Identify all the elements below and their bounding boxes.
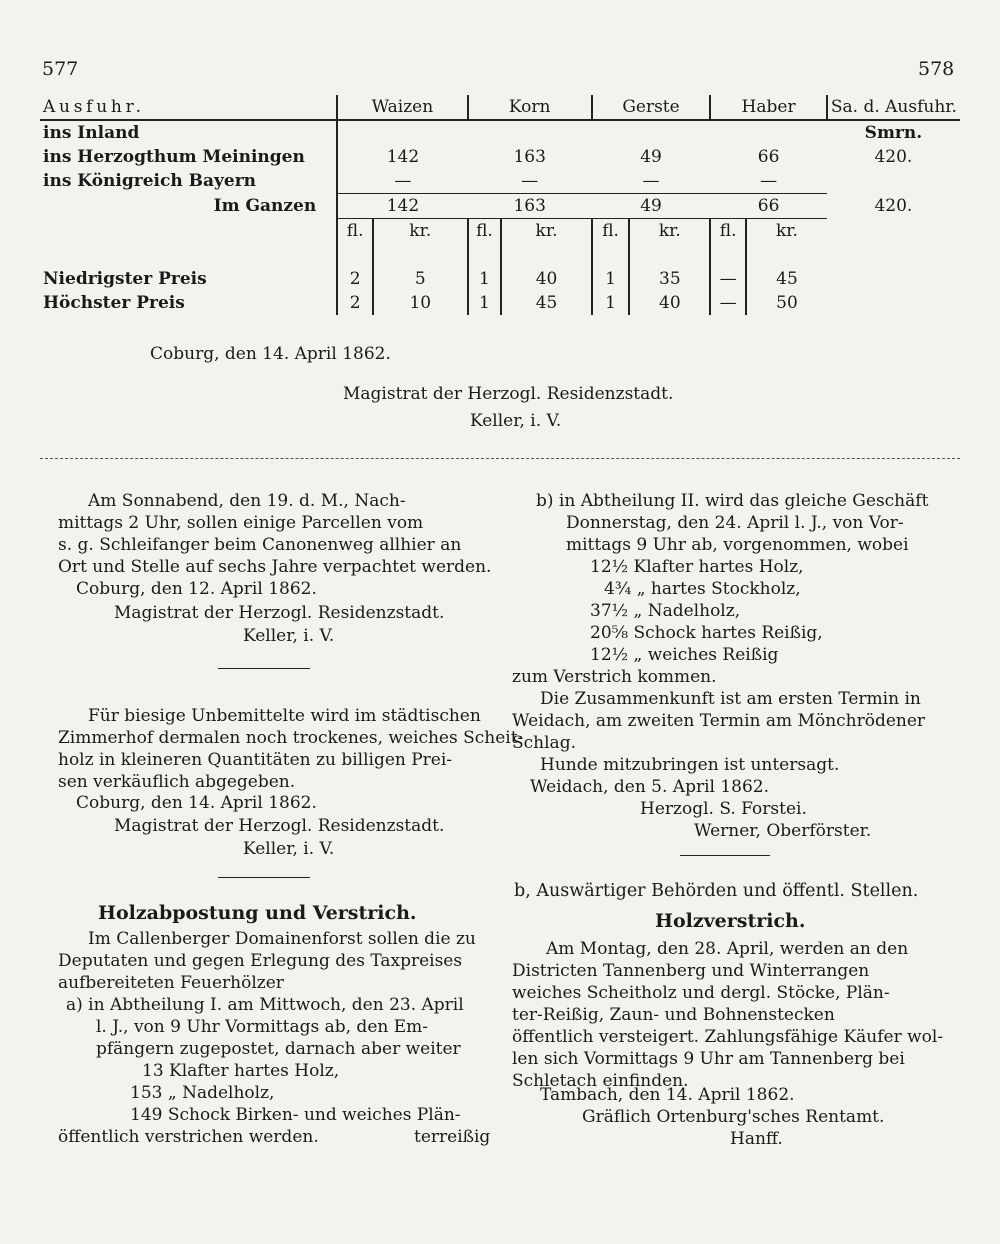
lease-line: s. g. Schleifanger beim Canonenweg allhier an [58,535,462,555]
lease-signature: Keller, i. V. [243,626,335,646]
export-table [40,95,960,315]
unit-cell: fl. [468,219,502,244]
unit-cell: fl. [592,219,630,244]
total-cell: 66 [710,194,827,219]
section-b-item: 4¾ „ hartes Stockholz, [604,579,801,599]
section-b-item: 37½ „ Nadelholz, [590,601,741,621]
cell: 1 [468,291,502,315]
tail-line: Schlag. [512,733,576,753]
holzverstrich-signature: Hanff. [730,1129,783,1149]
table-row [40,145,960,169]
header-haber: Haber [710,95,827,120]
tail-line: Die Zusammenkunft ist am ersten Termin in [540,689,921,709]
cell: 45 [501,291,591,315]
unit-cell: kr. [746,219,827,244]
price-row [40,267,960,291]
row-label: ins Herzogthum Meiningen [43,147,305,167]
table-row [40,169,960,194]
cell: — [710,267,746,291]
cell [468,120,592,145]
section-b-end: zum Verstrich kommen. [512,667,717,687]
cell: 2 [337,291,373,315]
holzabpostung-signature: Werner, Oberförster. [694,821,872,841]
cell: 5 [373,267,468,291]
tail-line: Hunde mitzubringen ist untersagt. [540,755,840,775]
cell: 50 [746,291,827,315]
unit-cell: fl. [337,219,373,244]
section-a-item: 149 Schock Birken- und weiches Plän- [130,1105,461,1125]
section-b-line: Donnerstag, den 24. April l. J., von Vor- [566,513,904,533]
wood-poor-line: Zimmerhof dermalen noch trockenes, weiches Scheit- [58,728,524,748]
holzverstrich-authority: Gräflich Ortenburg'sches Rentamt. [582,1107,885,1127]
cell: 1 [592,267,630,291]
total-cell: 49 [592,194,711,219]
total-cell: 420. [874,196,913,216]
section-a-item: 13 Klafter hartes Holz, [142,1061,340,1081]
header-gerste: Gerste [592,95,711,120]
row-label: Höchster Preis [43,293,185,313]
table-total-row [40,194,960,219]
holzverstrich-line: Schletach einfinden. [512,1071,689,1091]
cell: — [760,171,778,191]
header-korn: Korn [468,95,592,120]
cell: 40 [501,267,591,291]
holzverstrich-line: weiches Scheitholz und dergl. Stöcke, Plän- [512,983,890,1003]
cell: 1 [468,267,502,291]
holzverstrich-line: Districten Tannenberg und Winterrangen [512,961,870,981]
section-b-item: 20⅝ Schock hartes Reißig, [590,623,823,643]
cell: 10 [373,291,468,315]
cell: 420. [874,147,913,167]
section-a-item: terreißig [414,1127,491,1147]
total-cell: 142 [337,194,467,219]
wood-poor-line: Für biesige Unbemittelte wird im städtischen [88,706,481,726]
holzabpostung-title: Holzabpostung und Verstrich. [98,902,417,924]
cell: — [710,291,746,315]
lease-line: Am Sonnabend, den 19. d. M., Nach- [88,491,406,511]
lease-date: Coburg, den 12. April 1862. [76,579,317,599]
cell: 66 [757,147,780,167]
wood-poor-line: holz in kleineren Quantitäten zu billigen Prei- [58,750,453,770]
holzverstrich-date: Tambach, den 14. April 1862. [540,1085,795,1105]
section-b-line: b) in Abtheilung II. wird das gleiche Geschäft [536,491,929,511]
section-a-line: l. J., von 9 Uhr Vormittags ab, den Em- [96,1017,429,1037]
lease-line: mittags 2 Uhr, sollen einige Parcellen vom [58,513,424,533]
section-b-line: mittags 9 Uhr ab, vorgenommen, wobei [566,535,909,555]
holzverstrich-line: ter-Reißig, Zaun- und Bohnenstecken [512,1005,835,1025]
header-summe: Sa. d. Ausfuhr. [827,95,960,120]
cell [710,120,827,145]
notice-divider [218,877,310,878]
page-number-left: 577 [42,58,79,80]
cell: 35 [629,267,710,291]
tail-line: Weidach, am zweiten Termin am Mönchrödener [512,711,926,731]
row-label: ins Königreich Bayern [43,171,257,192]
row-label: ins Inland [43,123,140,143]
cell: — [337,169,467,194]
notice-divider [218,668,310,669]
total-cell: 163 [468,194,592,219]
section-heading: b, Auswärtiger Behörden und öffentl. Stellen. [514,881,919,901]
section-b-item: 12½ „ weiches Reißig [590,645,779,665]
cell: 40 [629,291,710,315]
section-a-line: pfängern zugepostet, darnach aber weiter [96,1039,461,1059]
cell: 49 [640,147,662,167]
notice-divider [680,855,770,856]
table-signature: Keller, i. V. [470,411,562,431]
cell [827,169,960,194]
price-row [40,291,960,315]
unit-cell: kr. [373,219,468,244]
wood-poor-date: Coburg, den 14. April 1862. [76,793,317,813]
cell [337,120,467,145]
cell: 1 [592,291,630,315]
cell: 163 [513,147,546,167]
cell: 2 [337,267,373,291]
holzabpostung-intro: aufbereiteten Feuerhölzer [58,973,284,993]
holzabpostung-intro: Im Callenberger Domainenforst sollen die zu [88,929,476,949]
price-unit-row [40,219,960,244]
unit-label: Smrn. [864,123,923,143]
section-b-item: 12½ Klafter hartes Holz, [590,557,804,577]
total-label: Im Ganzen [213,196,317,216]
holzverstrich-line: len sich Vormittags 9 Uhr am Tannenberg bei [512,1049,905,1069]
lease-line: Ort und Stelle auf sechs Jahre verpachtet werden. [58,557,492,577]
wood-poor-signature: Keller, i. V. [243,839,335,859]
section-a-line: a) in Abtheilung I. am Mittwoch, den 23. April [66,995,464,1015]
table-header-row [40,95,960,120]
header-waizen: Waizen [337,95,467,120]
cell: 45 [746,267,827,291]
unit-cell: fl. [710,219,746,244]
table-date: Coburg, den 14. April 1862. [150,344,391,364]
holzabpostung-intro: Deputaten und gegen Erlegung des Taxpreises [58,951,463,971]
cell [592,120,711,145]
section-a-item: 153 „ Nadelholz, [130,1083,275,1103]
section-divider [40,458,960,459]
holzverstrich-line: öffentlich versteigert. Zahlungsfähige Käufer wol- [512,1027,944,1047]
holzabpostung-authority: Herzogl. S. Forstei. [640,799,807,819]
holzverstrich-line: Am Montag, den 28. April, werden an den [546,939,909,959]
cell: — [642,171,660,191]
holzverstrich-title: Holzverstrich. [655,910,806,932]
unit-cell: kr. [629,219,710,244]
lease-authority: Magistrat der Herzogl. Residenzstadt. [114,603,445,623]
cell: 142 [337,145,467,169]
wood-poor-authority: Magistrat der Herzogl. Residenzstadt. [114,816,445,836]
cell: — [521,171,539,191]
wood-poor-line: sen verkäuflich abgegeben. [58,772,296,792]
page-number-right: 578 [918,58,955,80]
unit-cell: kr. [501,219,591,244]
holzabpostung-date: Weidach, den 5. April 1862. [530,777,770,797]
table-row [40,120,960,145]
row-label: Niedrigster Preis [43,269,207,289]
section-a-end: öffentlich verstrichen werden. [58,1127,319,1147]
table-authority: Magistrat der Herzogl. Residenzstadt. [343,384,674,404]
header-ausfuhr: Ausfuhr. [40,95,337,120]
